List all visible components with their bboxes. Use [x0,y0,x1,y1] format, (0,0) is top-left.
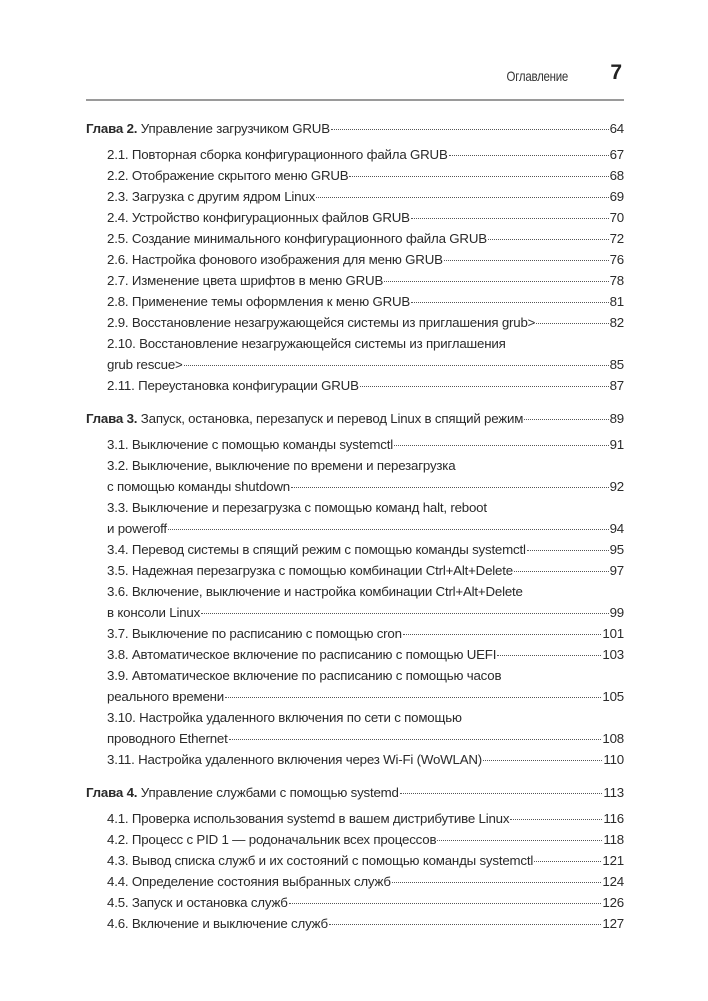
toc-section-entry[interactable] [86,455,624,497]
section-title: 2.8. Применение темы оформления к меню GRUB [107,294,411,309]
section-title-line1: 3.10. Настройка удаленного включения по сети с помощью [107,710,462,725]
section-title: 3.5. Надежная перезагрузка с помощью комбинации Ctrl+Alt+Delete [107,563,513,578]
toc-section-entry[interactable] [86,375,624,396]
table-of-contents [86,118,624,946]
dot-leader [225,697,601,698]
toc-section-entry[interactable] [86,560,624,581]
dot-leader [483,760,602,761]
section-title: 2.2. Отображение скрытого меню GRUB [107,168,349,183]
dot-leader [411,218,609,219]
page-ref: 101 [602,626,624,641]
page-ref: 69 [609,189,624,204]
toc-section-entry[interactable] [86,312,624,333]
toc-section-entry[interactable] [86,581,624,623]
section-title-line1: 3.9. Автоматическое включение по расписанию с помощью часов [107,668,502,683]
section-title: 3.11. Настройка удаленного включения через Wi-Fi (WoWLAN) [107,752,483,767]
page-header [86,58,624,101]
page-ref: 76 [609,252,624,267]
dot-leader [403,634,602,635]
toc-section-entry[interactable] [86,749,624,770]
toc-section-entry[interactable] [86,144,624,165]
page-ref: 89 [609,411,624,426]
section-title: 2.1. Повторная сборка конфигурационного файла GRUB [107,147,448,162]
dot-leader [437,840,602,841]
section-title: 3.4. Перевод системы в спящий режим с помощью команды systemctl [107,542,526,557]
chapter-label: Глава 3. [86,411,138,426]
page-ref: 113 [603,785,624,800]
toc-section-entry[interactable] [86,434,624,455]
dot-leader [384,281,608,282]
toc-section-entry[interactable] [86,829,624,850]
chapter-label: Глава 2. [86,121,138,136]
page-ref: 121 [602,853,624,868]
dot-leader [534,861,601,862]
chapter-title: Запуск, остановка, перезапуск и перевод Linux в спящий режим [140,411,524,426]
page-ref: 103 [602,647,624,662]
section-title-line1: 2.10. Восстановление незагружающейся системы из приглашения [107,336,506,351]
section-title: 2.7. Изменение цвета шрифтов в меню GRUB [107,273,384,288]
toc-section-entry[interactable] [86,665,624,707]
toc-section-entry[interactable] [86,249,624,270]
toc-section-entry[interactable] [86,270,624,291]
dot-leader [449,155,609,156]
toc-section-entry[interactable] [86,207,624,228]
chapter-title: Управление загрузчиком GRUB [140,121,330,136]
dot-leader [360,386,609,387]
chapter-3-block [86,408,624,770]
toc-section-entry[interactable] [86,707,624,749]
page-ref: 81 [609,294,624,309]
section-title: и poweroff [107,521,167,536]
page-ref: 68 [609,168,624,183]
page-ref: 91 [609,437,624,452]
section-title: 2.9. Восстановление незагружающейся системы из приглашения grub> [107,315,536,330]
page-ref: 124 [602,874,624,889]
toc-section-entry[interactable] [86,644,624,665]
toc-section-entry[interactable] [86,871,624,892]
section-title: 2.4. Устройство конфигурационных файлов GRUB [107,210,410,225]
dot-leader [329,924,601,925]
dot-leader [411,302,609,303]
toc-section-entry[interactable] [86,186,624,207]
page-ref: 85 [609,357,624,372]
toc-section-entry[interactable] [86,497,624,539]
section-title: 4.1. Проверка использования systemd в вашем дистрибутиве Linux [107,811,510,826]
chapter-label: Глава 4. [86,785,138,800]
toc-section-entry[interactable] [86,291,624,312]
section-title: реального времени [107,689,225,704]
toc-section-entry[interactable] [86,165,624,186]
section-title-line1: 3.2. Выключение, выключение по времени и перезагрузка [107,458,456,473]
toc-section-entry[interactable] [86,539,624,560]
section-title: в консоли Linux [107,605,201,620]
page-ref: 87 [609,378,624,393]
section-title-line1: 3.3. Выключение и перезагрузка с помощью команд halt, reboot [107,500,487,515]
dot-leader [316,197,609,198]
toc-chapter-entry[interactable] [86,118,624,139]
section-title: 2.3. Загрузка с другим ядром Linux [107,189,316,204]
page-ref: 99 [609,605,624,620]
section-title: 2.11. Переустановка конфигурации GRUB [107,378,359,393]
dot-leader [331,129,609,130]
page-ref: 78 [609,273,624,288]
section-title: с помощью команды shutdown [107,479,290,494]
dot-leader [400,793,603,794]
page-ref: 70 [609,210,624,225]
dot-leader [488,239,609,240]
toc-section-entry[interactable] [86,333,624,375]
dot-leader [527,550,609,551]
page-ref: 64 [609,121,624,136]
section-title: grub rescue> [107,357,183,372]
page-ref: 92 [609,479,624,494]
section-title: 3.1. Выключение с помощью команды systemctl [107,437,393,452]
dot-leader [497,655,601,656]
toc-section-entry[interactable] [86,913,624,934]
dot-leader [392,882,602,883]
section-title: 3.7. Выключение по расписанию с помощью cron [107,626,402,641]
dot-leader [168,529,609,530]
page-ref: 127 [602,916,624,931]
section-title: 4.6. Включение и выключение служб [107,916,328,931]
page-ref: 67 [609,147,624,162]
section-title: 4.2. Процесс с PID 1 — родоначальник всех процессов [107,832,437,847]
page-ref: 94 [609,521,624,536]
dot-leader [514,571,609,572]
dot-leader [349,176,608,177]
section-title-line1: 3.6. Включение, выключение и настройка комбинации Ctrl+Alt+Delete [107,584,523,599]
toc-section-entry[interactable] [86,850,624,871]
page-ref: 126 [602,895,624,910]
page-ref: 108 [602,731,624,746]
toc-section-entry[interactable] [86,808,624,829]
toc-section-entry[interactable] [86,228,624,249]
section-title: 2.5. Создание минимального конфигурационного файла GRUB [107,231,487,246]
dot-leader [510,819,602,820]
section-title: проводного Ethernet [107,731,228,746]
section-title: 4.4. Определение состояния выбранных служб [107,874,391,889]
toc-section-entry[interactable] [86,892,624,913]
page-number: 7 [610,61,622,84]
dot-leader [444,260,609,261]
toc-chapter-entry[interactable] [86,408,624,429]
section-title: 3.8. Автоматическое включение по расписанию с помощью UEFI [107,647,497,662]
dot-leader [184,365,609,366]
chapter-4-block [86,782,624,934]
section-title: 4.5. Запуск и остановка служб [107,895,288,910]
dot-leader [524,419,608,420]
section-title: 2.6. Настройка фонового изображения для меню GRUB [107,252,443,267]
dot-leader [229,739,602,740]
chapter-2-block [86,118,624,396]
page-ref: 110 [603,752,624,767]
page-ref: 97 [609,563,624,578]
dot-leader [289,903,602,904]
page-ref: 118 [603,832,624,847]
toc-chapter-entry[interactable] [86,782,624,803]
section-title: 4.3. Вывод списка служб и их состояний с помощью команды systemctl [107,853,534,868]
dot-leader [536,323,608,324]
page-ref: 105 [602,689,624,704]
page-ref: 95 [609,542,624,557]
chapter-title: Управление службами с помощью systemd [140,785,399,800]
dot-leader [291,487,609,488]
page-ref: 82 [609,315,624,330]
page-ref: 72 [609,231,624,246]
dot-leader [394,445,609,446]
toc-section-entry[interactable] [86,623,624,644]
page-ref: 116 [603,811,624,826]
dot-leader [201,613,609,614]
running-title: Оглавление [506,68,568,84]
